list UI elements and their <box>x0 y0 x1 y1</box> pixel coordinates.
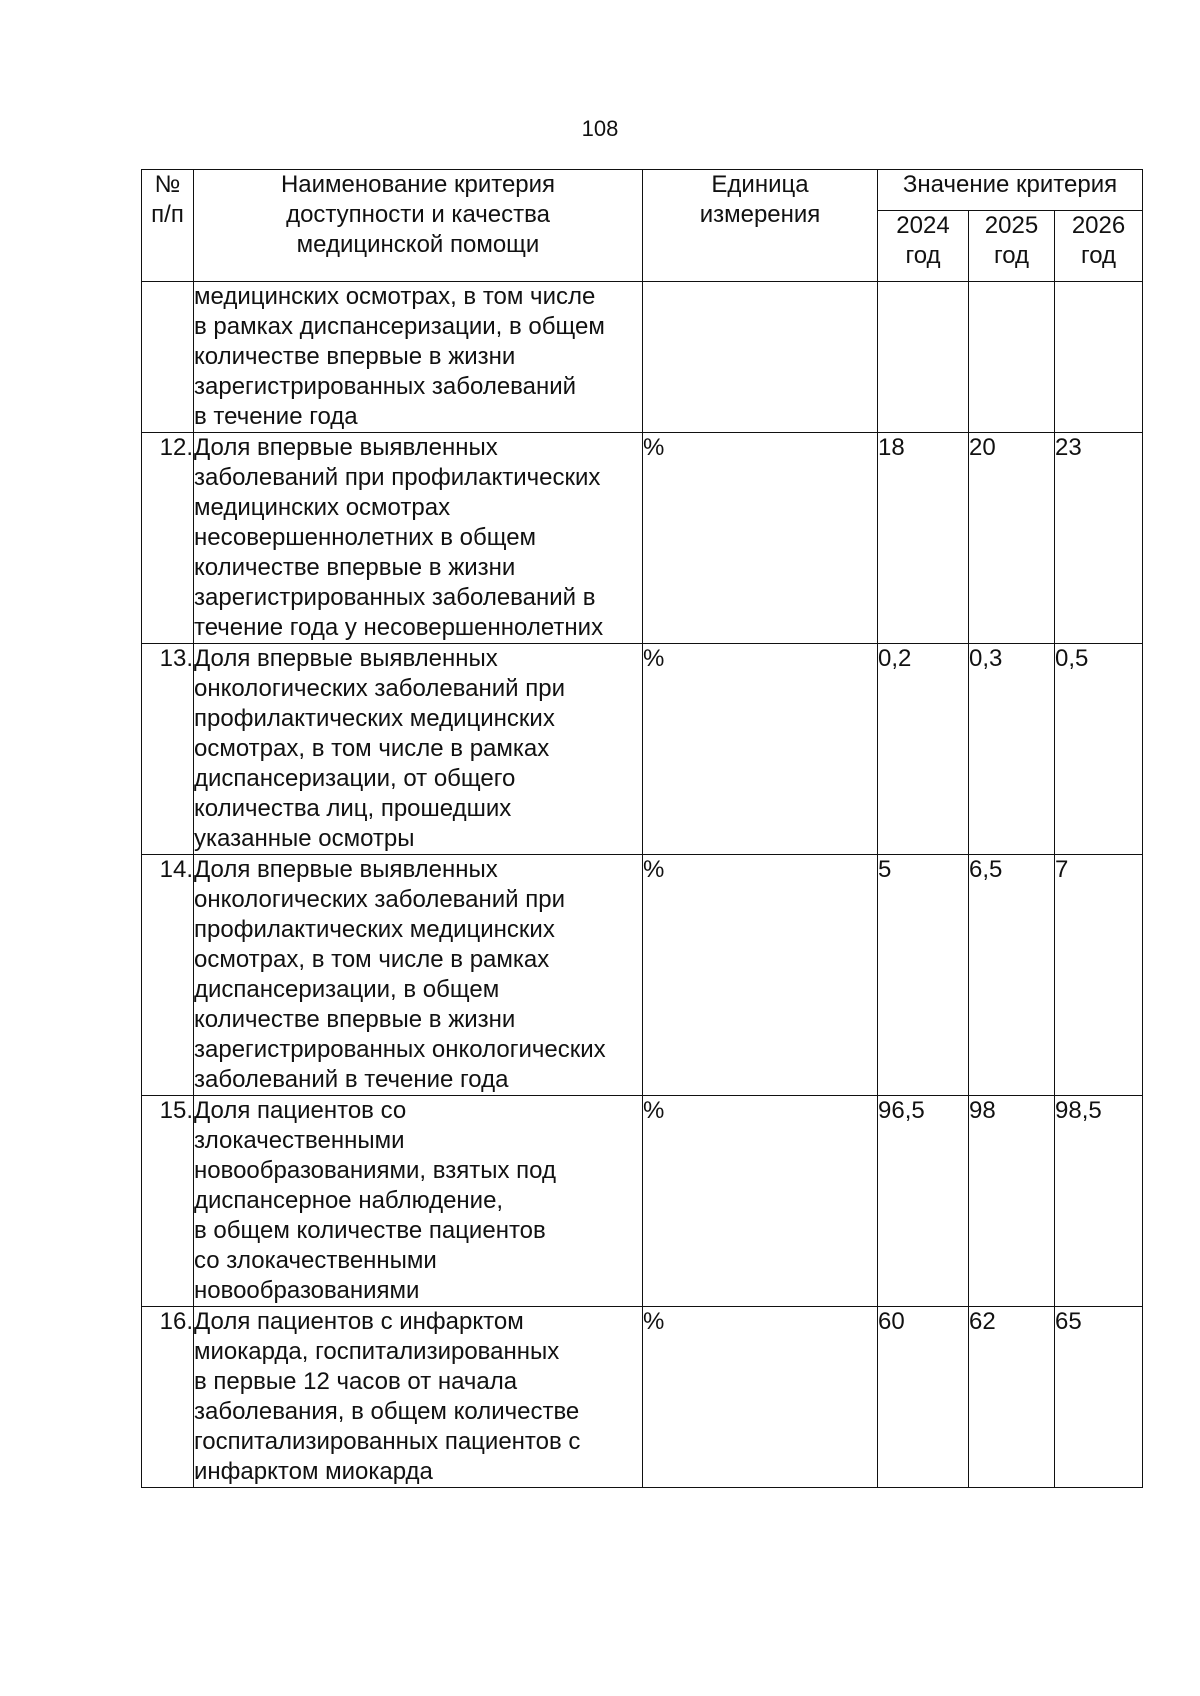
value-2026: 65 <box>1055 1307 1143 1488</box>
criterion-name-line: Доля впервые выявленных <box>194 434 498 461</box>
criterion-name <box>194 282 643 433</box>
criterion-name-line: течение года у несовершеннолетних <box>194 614 604 641</box>
criterion-name-line: со злокачественными <box>194 1247 437 1274</box>
row-number: 16. <box>142 1307 194 1488</box>
value-2025: 62 <box>969 1307 1055 1488</box>
header-year-value: 2024 <box>896 212 950 239</box>
table-row-continuation <box>142 282 1143 433</box>
value-2024: 60 <box>878 1307 969 1488</box>
header-unit-line: Единица <box>711 171 809 198</box>
unit-of-measure <box>643 282 878 433</box>
header-year-2025 <box>969 211 1055 282</box>
criterion-name-line: Доля пациентов со <box>194 1097 407 1124</box>
value-2024: 18 <box>878 433 969 644</box>
criterion-name-line: злокачественными <box>194 1127 405 1154</box>
criterion-name-line: заболевания, в общем количестве <box>194 1398 580 1425</box>
criterion-name-line: медицинских осмотрах <box>194 494 451 521</box>
table-row <box>142 433 1143 644</box>
value-2024 <box>878 282 969 433</box>
value-2024: 0,2 <box>878 644 969 855</box>
header-name-line: медицинской помощи <box>296 231 540 258</box>
criterion-name-line: Доля впервые выявленных <box>194 856 498 883</box>
header-year-2026 <box>1055 211 1143 282</box>
row-number: 13. <box>142 644 194 855</box>
criterion-name <box>194 433 643 644</box>
table-body <box>142 282 1143 1488</box>
header-name-line: доступности и качества <box>286 201 550 228</box>
value-2024: 5 <box>878 855 969 1096</box>
value-2026 <box>1055 282 1143 433</box>
criterion-name-line: госпитализированных пациентов с <box>194 1428 581 1455</box>
header-unit <box>643 170 878 282</box>
unit-of-measure: % <box>643 1307 878 1488</box>
row-number: 14. <box>142 855 194 1096</box>
unit-of-measure: % <box>643 433 878 644</box>
header-year-suffix: год <box>1080 242 1117 269</box>
criterion-name <box>194 1307 643 1488</box>
criterion-name-line: заболеваний при профилактических <box>194 464 601 491</box>
header-num-line: № <box>154 171 181 198</box>
criterion-name-line: профилактических медицинских <box>194 916 555 943</box>
criterion-name-line: в первые 12 часов от начала <box>194 1368 518 1395</box>
criterion-name-line: осмотрах, в том числе в рамках <box>194 946 550 973</box>
header-value-group: Значение критерия <box>878 170 1143 211</box>
criteria-table <box>141 169 1143 1488</box>
table-row <box>142 644 1143 855</box>
table-row <box>142 855 1143 1096</box>
criterion-name-line: осмотрах, в том числе в рамках <box>194 735 550 762</box>
criterion-name-line: указанные осмотры <box>194 825 415 852</box>
value-2025: 0,3 <box>969 644 1055 855</box>
value-2025: 6,5 <box>969 855 1055 1096</box>
header-year-suffix: год <box>993 242 1030 269</box>
criterion-name-line: онкологических заболеваний при <box>194 675 565 702</box>
header-unit-line: измерения <box>699 201 821 228</box>
criterion-name-line: Доля пациентов с инфарктом <box>194 1308 524 1335</box>
criterion-name-line: профилактических медицинских <box>194 705 555 732</box>
criterion-name-line: зарегистрированных заболеваний в <box>194 584 596 611</box>
criterion-name-line: количестве впервые в жизни <box>194 1006 516 1033</box>
value-2026: 7 <box>1055 855 1143 1096</box>
criterion-name-line: зарегистрированных заболеваний <box>194 373 577 400</box>
criterion-name-line: Доля впервые выявленных <box>194 645 498 672</box>
value-2026: 0,5 <box>1055 644 1143 855</box>
header-year-value: 2025 <box>984 212 1039 239</box>
criterion-name-line: диспансерное наблюдение, <box>194 1187 504 1214</box>
page-number: 108 <box>581 116 619 141</box>
criterion-name-line: новообразованиями, взятых под <box>194 1157 556 1184</box>
criterion-name-line: в течение года <box>194 403 358 430</box>
criterion-name-line: инфарктом миокарда <box>194 1458 433 1485</box>
criterion-name-line: заболеваний в течение года <box>194 1066 509 1093</box>
header-num <box>142 170 194 282</box>
criterion-name-line: миокарда, госпитализированных <box>194 1338 560 1365</box>
criterion-name-line: количества лиц, прошедших <box>194 795 512 822</box>
criterion-name <box>194 644 643 855</box>
row-number: 15. <box>142 1096 194 1307</box>
criterion-name-line: в рамках диспансеризации, в общем <box>194 313 605 340</box>
unit-of-measure: % <box>643 855 878 1096</box>
header-name <box>194 170 643 282</box>
table-row <box>142 1096 1143 1307</box>
value-2025 <box>969 282 1055 433</box>
criterion-name-line: несовершеннолетних в общем <box>194 524 537 551</box>
criterion-name-line: медицинских осмотрах, в том числе <box>194 283 596 310</box>
criterion-name-line: новообразованиями <box>194 1277 420 1304</box>
header-year-2024 <box>878 211 969 282</box>
criterion-name-line: онкологических заболеваний при <box>194 886 565 913</box>
unit-of-measure: % <box>643 1096 878 1307</box>
table-row <box>142 1307 1143 1488</box>
header-year-suffix: год <box>905 242 941 269</box>
row-number: 12. <box>142 433 194 644</box>
value-2025: 20 <box>969 433 1055 644</box>
criterion-name-line: диспансеризации, в общем <box>194 976 500 1003</box>
header-row <box>142 170 1143 211</box>
value-2026: 23 <box>1055 433 1143 644</box>
criterion-name-line: количестве впервые в жизни <box>194 554 516 581</box>
criterion-name-line: зарегистрированных онкологических <box>194 1036 606 1063</box>
value-2024: 96,5 <box>878 1096 969 1307</box>
header-year-value: 2026 <box>1071 212 1126 239</box>
criterion-name-line: в общем количестве пациентов <box>194 1217 546 1244</box>
criterion-name <box>194 1096 643 1307</box>
header-name-line: Наименование критерия <box>280 171 556 198</box>
value-2026: 98,5 <box>1055 1096 1143 1307</box>
row-number <box>142 282 194 433</box>
criterion-name-line: количестве впервые в жизни <box>194 343 516 370</box>
criterion-name <box>194 855 643 1096</box>
criterion-name-line: диспансеризации, от общего <box>194 765 516 792</box>
header-num-line: п/п <box>151 201 184 228</box>
value-2025: 98 <box>969 1096 1055 1307</box>
unit-of-measure: % <box>643 644 878 855</box>
